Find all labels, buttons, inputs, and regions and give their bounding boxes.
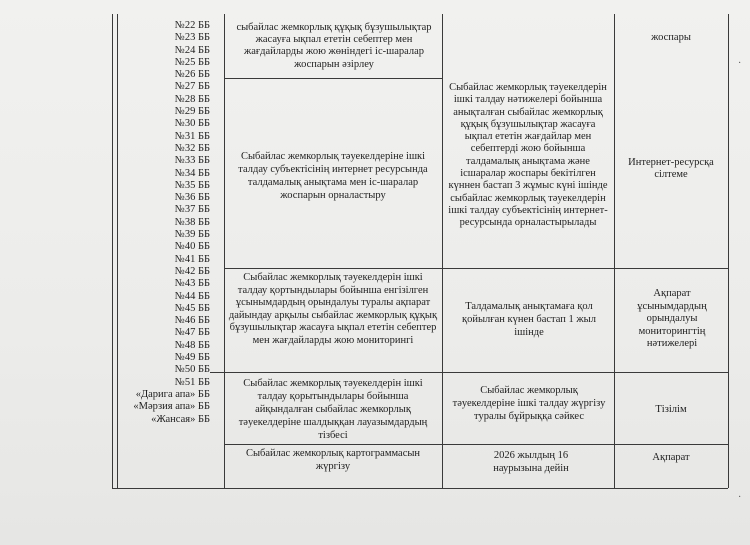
- school-list-item: №31 ББ: [174, 130, 210, 142]
- school-list-item: №47 ББ: [174, 327, 210, 339]
- school-list-item: №38 ББ: [174, 216, 210, 228]
- row2-activity: Сыбайлас жемкорлық тәуекелдеріне ішкі талдау субъектісінің интернет ресурсында талдамалық анықтама мен іс-шаралар жоспарын орналастыру: [238, 151, 428, 201]
- school-list-item: №23 ББ: [174, 32, 210, 44]
- school-list-item: №28 ББ: [174, 93, 210, 105]
- school-list-item: №49 ББ: [174, 352, 210, 364]
- school-list-item: №22 ББ: [174, 20, 210, 31]
- school-list-item: №45 ББ: [174, 302, 210, 314]
- row3-deadline: Талдамалық анықтамаға қол қойылған күнен бастап 1 жыл ішінде: [462, 301, 596, 338]
- table-border-bottom: [112, 488, 728, 489]
- row4-deadline: Сыбайлас жемкорлық тәуекелдеріне ішкі талдау жүргізу туралы бұйрыққа сәйкес: [452, 385, 606, 422]
- column-divider-3: [614, 14, 615, 488]
- row5-form: Ақпарат: [652, 452, 690, 463]
- row2-form: Интернет-ресурсқа сілтеме: [628, 157, 714, 181]
- school-list-item: №41 ББ: [174, 253, 210, 265]
- school-list: [120, 20, 210, 426]
- school-list-item: №44 ББ: [174, 290, 210, 302]
- table-border-left: [112, 14, 113, 488]
- school-list-item: «Мәрзия апа» ББ: [133, 401, 210, 413]
- school-list-item: №36 ББ: [174, 192, 210, 204]
- scan-dot: ·: [738, 58, 742, 69]
- row5-deadline: 2026 жылдың 16 наурызына дейін: [493, 450, 569, 474]
- column-divider-2: [442, 14, 443, 488]
- school-list-item: №51 ББ: [174, 376, 210, 388]
- school-list-item: №50 ББ: [174, 364, 210, 376]
- school-list-item: №42 ББ: [174, 265, 210, 277]
- row-divider-3: [210, 372, 728, 373]
- school-list-item: №43 ББ: [174, 278, 210, 290]
- row3-activity: Сыбайлас жемкорлық тәуекелдерін ішкі талдау қортындылары бойынша енгізілген ұсынымдардың орындалуы туралы ақпарат дайындау арқылы сыбайлас жемкорлық құқық бұзушылықтар жасауға ықпал ететін себептер мен жағдайларды жою мониторингі: [228, 272, 438, 346]
- row1-form: жоспары: [651, 32, 691, 43]
- school-list-item: №24 ББ: [174, 44, 210, 56]
- column-divider-1: [224, 14, 225, 488]
- row-divider-4: [224, 444, 728, 445]
- school-list-item: №46 ББ: [174, 315, 210, 327]
- school-list-item: «Жансая» ББ: [151, 413, 210, 425]
- row1-activity: сыбайлас жемкорлық құқық бұзушылықтар жасауға ықпал ететін себептер мен жағдайларды жою жөніндегі іс-шаралар жоспарын әзірлеу: [236, 22, 432, 70]
- table-border-left-inner: [117, 14, 118, 488]
- school-list-item: №30 ББ: [174, 118, 210, 130]
- school-list-item: №32 ББ: [174, 142, 210, 154]
- row3-form: Ақпарат ұсынымдардың орындалуы мониторингтің нәтижелері: [637, 288, 707, 350]
- school-list-item: №37 ББ: [174, 204, 210, 216]
- school-list-item: №29 ББ: [174, 106, 210, 118]
- school-list-item: №27 ББ: [174, 81, 210, 93]
- school-list-item: №25 ББ: [174, 56, 210, 68]
- school-list-item: №40 ББ: [174, 241, 210, 253]
- scan-dot: ·: [738, 492, 742, 503]
- school-list-item: №26 ББ: [174, 69, 210, 81]
- row2-deadline: Сыбайлас жемкорлық тәуекелдерін ішкі талдау нәтижелері бойынша анықталған сыбайлас жемкорлық құқық бұзушылықтар жасауға ықпал ететін жағдайлар мен себептерді жою бойынша талдамалық анықтама және ісшаралар жоспары бекітілген күннен бастап 3 жұмыс күні ішінде сыбайлас жемкорлық тәуекелдерін ішкі талдау субъектісінің интернет-ресурсында орналастырылады: [448, 82, 608, 229]
- school-list-item: №39 ББ: [174, 229, 210, 241]
- row4-form: Тізілім: [655, 404, 687, 415]
- school-list-item: №35 ББ: [174, 179, 210, 191]
- row-divider-1: [224, 78, 442, 79]
- school-list-item: №33 ББ: [174, 155, 210, 167]
- table-border-right: [728, 14, 729, 488]
- school-list-item: №48 ББ: [174, 339, 210, 351]
- school-list-item: №34 ББ: [174, 167, 210, 179]
- row5-activity: Сыбайлас жемкорлық картограммасын жүргізу: [245, 448, 421, 472]
- school-list-item: «Дарига апа» ББ: [135, 388, 210, 400]
- row4-activity: Сыбайлас жемкорлық тәуекелдерін ішкі талдау қорытындылары бойынша айқындалған сыбайлас жемкорлық тәуекелдеріне шалдыққан лауазымдардың тізбесі: [238, 378, 428, 441]
- row-divider-2: [224, 268, 728, 269]
